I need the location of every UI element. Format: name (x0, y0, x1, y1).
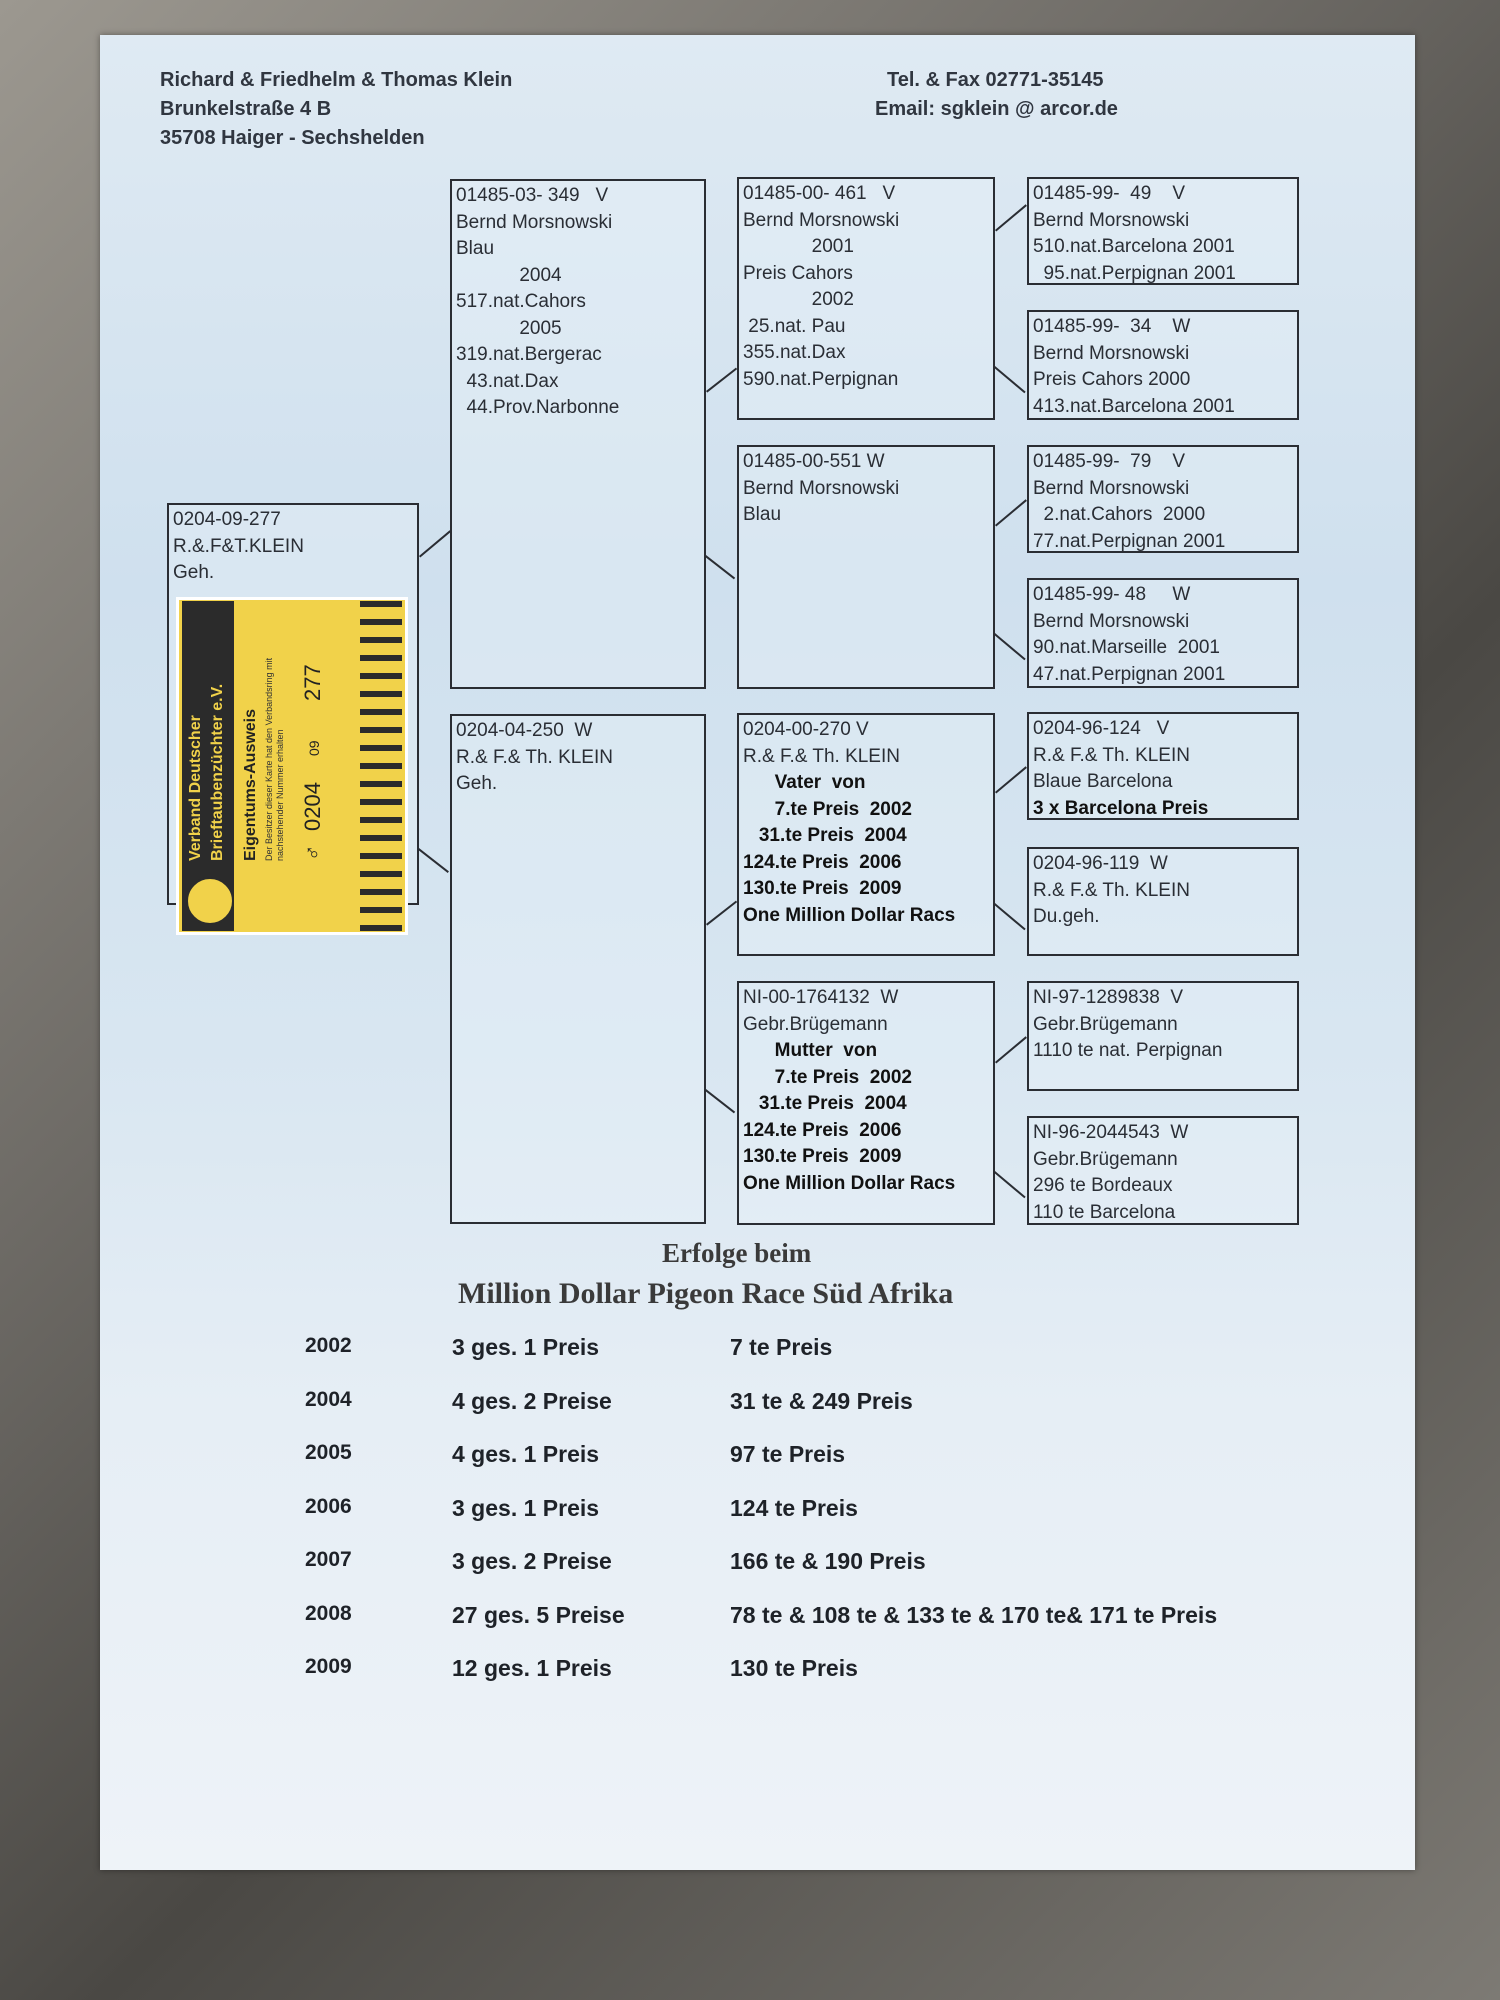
pedigree-line: 130.te Preis 2009 (743, 878, 902, 899)
pedigree-line: 2002 (743, 289, 854, 310)
pedigree-ancestor-box (1027, 981, 1299, 1091)
pedigree-line: 124.te Preis 2006 (743, 851, 902, 873)
pedigree-line: 296 te Bordeaux (1033, 1175, 1173, 1196)
results-preis-cell: 78 te & 108 te & 133 te & 170 te& 171 te Preis (730, 1601, 1218, 1628)
pedigree-line: 2.nat.Cahors 2000 (1033, 504, 1206, 525)
pedigree-line: Blau (743, 504, 782, 525)
pedigree-line: Bernd Morsnowski (456, 211, 613, 233)
pedigree-line: R.& F.& Th. KLEIN (456, 746, 613, 768)
pedigree-sire-sire-box (737, 177, 995, 420)
pedigree-line: 7.te Preis 2002 (743, 1066, 912, 1088)
pedigree-line: Bernd Morsnowski (1033, 342, 1190, 364)
pedigree-line: Mutter von (743, 1040, 878, 1061)
results-ges-cell: 3 ges. 2 Preise (452, 1548, 612, 1574)
pedigree-line: Gebr.Brügemann (1033, 1148, 1178, 1170)
owner-contact (875, 66, 1118, 124)
pedigree-line: Bernd Morsnowski (1033, 610, 1190, 632)
pedigree-sire-box (450, 179, 706, 689)
pedigree-line: 2005 (456, 317, 562, 339)
results-ges-cell: 3 ges. 1 Preis (452, 1494, 600, 1521)
pedigree-line: 77.nat.Perpignan 2001 (1033, 530, 1226, 552)
results-ges-cell: 3 ges. 1 Preis (452, 1334, 600, 1360)
card-organization: Verband Deutscher Brieftaubenzüchter e.V. (187, 683, 226, 861)
pedigree-line: R.&.F&T.KLEIN (173, 535, 304, 557)
owner-phone: Tel. & Fax 02771-35145 (887, 69, 1104, 91)
results-ges-cell: 4 ges. 2 Preise (452, 1387, 612, 1414)
pedigree-line: R.& F.& Th. KLEIN (1033, 744, 1190, 766)
pedigree-line: 2001 (743, 236, 854, 257)
pedigree-line: Gebr.Brügemann (1033, 1013, 1178, 1035)
pedigree-line: Bernd Morsnowski (743, 209, 900, 231)
results-preis-cell: 124 te Preis (730, 1494, 858, 1521)
pedigree-line: Geh. (456, 773, 498, 794)
pedigree-line: 0204-96-124 V (1033, 718, 1170, 739)
results-year-cell: 2009 (305, 1655, 352, 1678)
pedigree-ancestor-box (1027, 847, 1299, 956)
pedigree-line: 2004 (456, 264, 562, 286)
pedigree-line: 0204-96-119 W (1033, 853, 1168, 874)
card-title: Eigentums-Ausweis (242, 708, 259, 861)
card-note: Der Besitzer dieser Karte hat den Verbandsring mit nachstehender Nummer erhalten (264, 657, 285, 861)
pedigree-line: 130.te Preis 2009 (743, 1146, 902, 1167)
pedigree-line: 31.te Preis 2004 (743, 1093, 907, 1114)
pedigree-line: 01485-00- 461 V (743, 183, 896, 204)
pedigree-line: 124.te Preis 2006 (743, 1119, 902, 1141)
pedigree-line: 47.nat.Perpignan 2001 (1033, 663, 1226, 685)
pedigree-line: Gebr.Brügemann (743, 1013, 888, 1035)
results-ges-cell: 12 ges. 1 Preis (452, 1655, 612, 1681)
results-ges-cell: 27 ges. 5 Preise (452, 1601, 625, 1628)
pedigree-sire-dam-box (737, 445, 995, 689)
results-title-line1: Erfolge beim (662, 1238, 812, 1268)
pedigree-line: 355.nat.Dax (743, 342, 846, 363)
pedigree-line: 0204-04-250 W (456, 720, 593, 741)
card-number-ring: 277 (300, 664, 325, 701)
pigeon-logo-icon (186, 877, 234, 925)
pedigree-line: 01485-99- 79 V (1033, 451, 1186, 472)
pedigree-line: 110 te Barcelona (1033, 1201, 1176, 1223)
results-year-cell: 2007 (305, 1548, 352, 1571)
results-year-cell: 2005 (305, 1441, 352, 1464)
pedigree-line: NI-00-1764132 W (743, 987, 899, 1008)
pedigree-line: Preis Cahors 2000 (1033, 369, 1191, 390)
pedigree-dam-sire-box (737, 713, 995, 956)
pedigree-line: 01485-99- 34 W (1033, 316, 1191, 337)
owner-names: Richard & Friedhelm & Thomas Klein (160, 69, 513, 91)
pedigree-line: 413.nat.Barcelona 2001 (1033, 395, 1235, 417)
card-symbol: ♂ (300, 844, 325, 861)
pedigree-dam-box (450, 714, 706, 1224)
pedigree-line: 517.nat.Cahors (456, 291, 586, 312)
pedigree-line: Geh. (173, 562, 215, 583)
results-ges-cell: 4 ges. 1 Preis (452, 1441, 600, 1467)
card-number-prefix: 0204 (300, 782, 325, 831)
pedigree-line: 319.nat.Bergerac (456, 344, 602, 365)
pedigree-line: R.& F.& Th. KLEIN (743, 745, 900, 767)
pedigree-line: 590.nat.Perpignan (743, 368, 899, 390)
pedigree-line: 01485-99- 48 W (1033, 584, 1191, 605)
pedigree-ancestor-box (1027, 712, 1299, 820)
results-preis-cell: 31 te & 249 Preis (730, 1387, 913, 1414)
pedigree-line: One Million Dollar Racs (743, 1172, 956, 1194)
pedigree-line: One Million Dollar Racs (743, 904, 956, 926)
pedigree-line: 0204-00-270 V (743, 719, 869, 740)
pedigree-line: 7.te Preis 2002 (743, 798, 912, 820)
pedigree-line: Preis Cahors (743, 262, 853, 284)
owner-street: Brunkelstraße 4 B (160, 98, 332, 120)
pedigree-line: 25.nat. Pau (743, 315, 846, 337)
pedigree-line: Bernd Morsnowski (1033, 209, 1190, 231)
card-number-year: 09 (306, 740, 322, 756)
pedigree-ancestor-box (1027, 1116, 1299, 1225)
pedigree-line: R.& F.& Th. KLEIN (1033, 879, 1190, 901)
results-preis-cell: 7 te Preis (730, 1334, 833, 1360)
pedigree-ancestor-box (1027, 310, 1299, 420)
pedigree-line: 44.Prov.Narbonne (456, 397, 620, 418)
pedigree-line: 31.te Preis 2004 (743, 825, 907, 846)
owner-address (160, 66, 512, 153)
ownership-card (176, 597, 408, 935)
pedigree-line: 43.nat.Dax (456, 370, 559, 392)
pedigree-ancestor-box (1027, 578, 1299, 688)
pedigree-line: 01485-99- 49 V (1033, 183, 1186, 204)
pedigree-line: 1110 te nat. Perpignan (1033, 1040, 1223, 1061)
pedigree-line: NI-97-1289838 V (1033, 987, 1183, 1008)
results-year-cell: 2006 (305, 1494, 352, 1518)
pedigree-line: 90.nat.Marseille 2001 (1033, 637, 1220, 658)
results-preis-cell: 166 te & 190 Preis (730, 1548, 926, 1574)
pedigree-line: 01485-00-551 W (743, 451, 885, 472)
results-title-line2: Million Dollar Pigeon Race Süd Afrika (458, 1277, 954, 1310)
pedigree-line: NI-96-2044543 W (1033, 1122, 1189, 1143)
owner-email: Email: sgklein @ arcor.de (875, 98, 1118, 120)
pedigree-line: Bernd Morsnowski (743, 477, 900, 499)
pedigree-line: 510.nat.Barcelona 2001 (1033, 236, 1235, 257)
pedigree-line: Vater von (743, 772, 866, 793)
results-year-cell: 2004 (305, 1387, 352, 1411)
pedigree-line: Bernd Morsnowski (1033, 477, 1190, 499)
results-year-cell: 2002 (305, 1334, 352, 1357)
pedigree-ancestor-box (1027, 177, 1299, 285)
results-year-cell: 2008 (305, 1601, 352, 1625)
pedigree-dam-dam-box (737, 981, 995, 1225)
results-preis-cell: 97 te Preis (730, 1441, 846, 1467)
pedigree-line: Blau (456, 238, 495, 259)
pedigree-line: 01485-03- 349 V (456, 185, 609, 206)
results-preis-cell: 130 te Preis (730, 1655, 858, 1681)
card-pattern (360, 601, 402, 931)
pedigree-line: 3 x Barcelona Preis (1033, 797, 1209, 819)
pedigree-ancestor-box (1027, 445, 1299, 553)
owner-city: 35708 Haiger - Sechshelden (160, 127, 425, 149)
pedigree-line: Blaue Barcelona (1033, 771, 1173, 792)
pedigree-line: 0204-09-277 (173, 509, 281, 530)
pedigree-line: Du.geh. (1033, 906, 1100, 927)
pedigree-line: 95.nat.Perpignan 2001 (1033, 262, 1236, 284)
